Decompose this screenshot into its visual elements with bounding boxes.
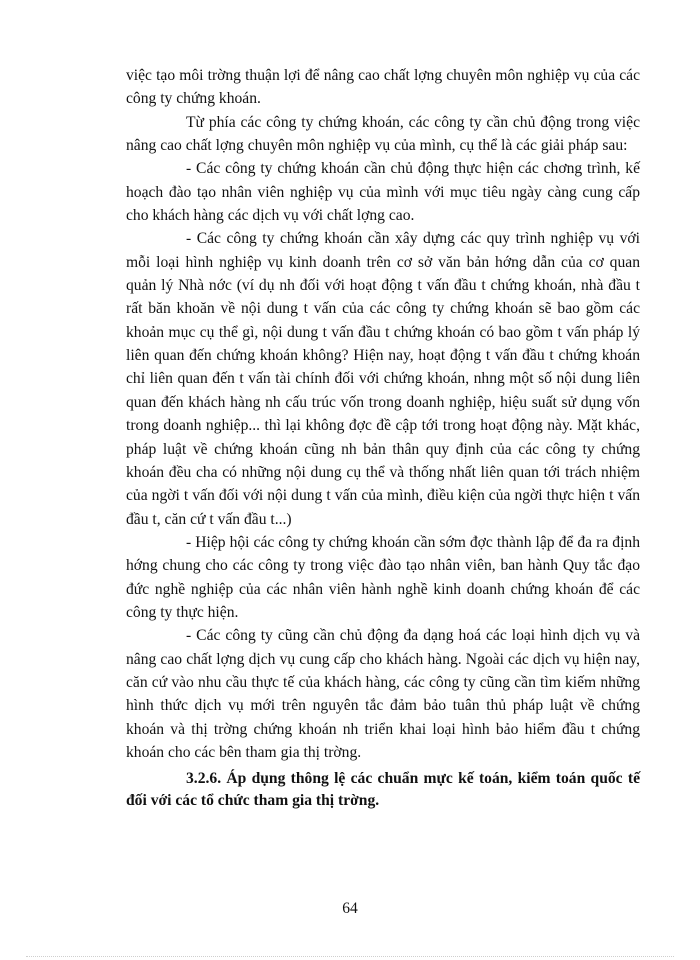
paragraph-3: - Các công ty chứng khoán cần chủ động thực hiện các chơng trình, kế hoạch đào tạo nhân viên nghiệp vụ của mình với mục tiêu ngày càng cung cấp cho khách hàng các dịch vụ với chất lợng cao. (126, 160, 640, 225)
paragraph-2: Từ phía các công ty chứng khoán, các công ty cần chủ động trong việc nâng cao chất lợng chuyên môn nghiệp vụ của mình, cụ thể là các giải pháp sau: (126, 113, 640, 155)
page-bottom-divider (26, 956, 674, 957)
page-number: 64 (342, 900, 358, 917)
paragraph-4: - Các công ty chứng khoán cần xây dựng các quy trình nghiệp vụ với mỗi loại hình nghiệp vụ kinh doanh trên cơ sở văn bản hớng dẫn của cơ quan quản lý Nhà nớc (ví dụ nh đối với hoạt động t vấn đầu t chứng khoán, nhà đầu t rất băn khoăn về nội dung t vấn của các công ty chứng khoán sẽ bao gồm các khoản mục cụ thể gì, nội dung t vấn đầu t chứng khoán có bao gồm t vấn pháp lý liên quan đến chứng khoán không? Hiện nay, hoạt động t vấn đầu t chứng khoán chỉ liên quan đến t vấn tài chính đối với chứng khoán, nhng một số nội dung liên quan đến khách hàng nh cấu trúc vốn trong doanh nghiệp, hiệu suất sử dụng vốn trong doanh nghiệp... thì lại không đợc đề cập tới trong hoạt động này. Mặt khác, pháp luật về chứng khoán cũng nh bản thân quy định của các công ty chứng khoán đều cha có những nội dung cụ thể và thống nhất liên quan tới trách nhiệm của ngời t vấn đối với nội dung t vấn của mình, điều kiện của ngời thực hiện t vấn đầu t, căn cứ t vấn đầu t...) (126, 230, 640, 528)
section-heading: 3.2.6. Áp dụng thông lệ các chuẩn mực kế toán, kiểm toán quốc tế đối với các tổ chức tham gia thị trờng. (126, 770, 640, 810)
paragraph-6: - Các công ty cũng cần chủ động đa dạng hoá các loại hình dịch vụ và nâng cao chất lợng dịch vụ cung cấp cho khách hàng. Ngoài các dịch vụ hiện nay, căn cứ vào nhu cầu thực tế của khách hàng, các công ty cũng cần tìm kiếm những hình thức dịch vụ mới trên nguyên tắc đảm bảo tuân thủ pháp luật về chứng khoán và thị trờng chứng khoán nh triển khai loại hình bảo hiểm đầu t chứng khoán cho các bên tham gia thị trờng. (126, 627, 640, 761)
body-text (126, 64, 640, 812)
paragraph-5: - Hiệp hội các công ty chứng khoán cần sớm đợc thành lập để đa ra định hớng chung cho các công ty trong việc đào tạo nhân viên, ban hành Quy tắc đạo đức nghề nghiệp của các nhân viên hành nghề kinh doanh chứng khoán để các công ty thực hiện. (126, 533, 640, 621)
paragraph-1: việc tạo môi trờng thuận lợi để nâng cao chất lợng chuyên môn nghiệp vụ của các công ty chứng khoán. (126, 67, 640, 108)
